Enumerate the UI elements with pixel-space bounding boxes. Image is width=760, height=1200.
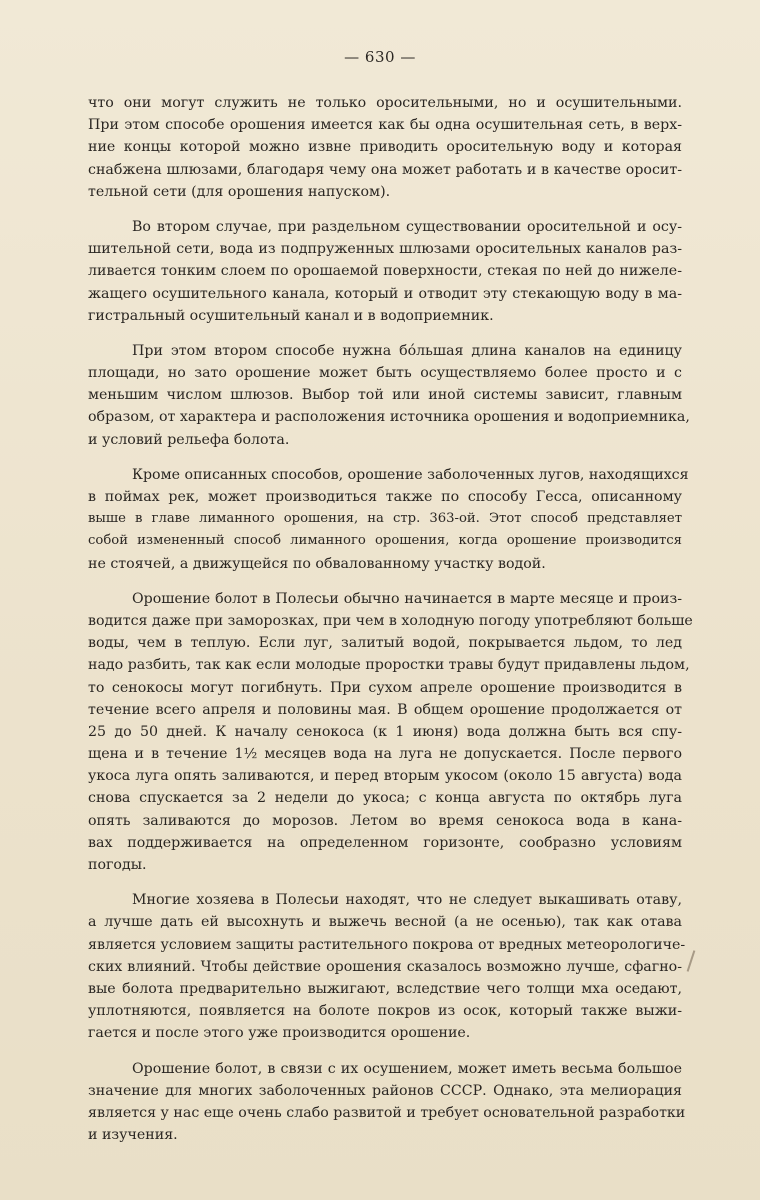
text-line: площади, но зато орошение может быть осуществляемо более просто и с: [88, 365, 682, 382]
paragraph: [88, 889, 686, 1044]
text-line: а лучше дать ей высохнуть и выжечь весной (а не осенью), так как отава: [88, 914, 682, 931]
text-line: гается и после этого уже производится орошение.: [88, 1025, 471, 1042]
text-line: погоды.: [88, 857, 147, 873]
body-text: [88, 92, 693, 1159]
paragraph: [88, 340, 690, 451]
text-line: меньшим числом шлюзов. Выбор той или иной системы зависит, главным: [88, 387, 682, 404]
text-line: не стоячей, а движущейся по обвалованному участку водой.: [88, 555, 546, 572]
text-line: водится даже при заморозках, при чем в холодную погоду употребляют больше: [88, 612, 693, 629]
text-line: щена и в течение 1½ месяцев вода на луга не допускается. После первого: [88, 746, 682, 763]
text-line: и условий рельефа болота.: [88, 431, 290, 448]
paragraph: [88, 588, 693, 876]
page-number: — 630 —: [344, 48, 416, 66]
text-line: воды, чем в теплую. Если луг, залитый водой, покрывается льдом, то лед: [88, 635, 682, 652]
text-line: ние концы которой можно извне приводить оросительную воду и которая: [88, 139, 682, 156]
pencil-mark: [687, 950, 696, 972]
text-line: Многие хозяева в Полесьи находят, что не следует выкашивать отаву,: [132, 892, 682, 909]
text-line: вые болота предварительно выжигают, вследствие чего толщи мха оседают,: [88, 980, 682, 997]
paragraph: [88, 464, 689, 575]
text-line: образом, от характера и расположения источника орошения и водоприемника,: [88, 409, 690, 426]
text-line: Во втором случае, при раздельном существовании оросительной и осу-: [132, 218, 682, 235]
text-line: Орошение болот в Полесьи обычно начинается в марте месяце и произ-: [132, 590, 682, 607]
text-line: Орошение болот, в связи с их осушением, может иметь весьма большое: [132, 1060, 682, 1077]
text-line: что они могут служить не только оросительными, но и осушительными.: [88, 95, 682, 111]
text-line: 25 до 50 дней. К началу сенокоса (к 1 июня) вода должна быть вся спу-: [88, 723, 682, 740]
text-line: снова спускается за 2 недели до укоса; с конца августа по октябрь луга: [88, 790, 682, 807]
text-line: значение для многих заболоченных районов СССР. Однако, эта мелиорация: [88, 1082, 682, 1099]
text-line: собой измененный способ лиманного орошения, когда орошение производится: [88, 533, 682, 549]
text-line: вах поддерживается на определенном горизонте, сообразно условиям: [88, 834, 682, 851]
text-line: и изучения.: [88, 1127, 178, 1144]
text-line: надо разбить, так как если молодые проростки травы будут придавлены льдом,: [88, 657, 690, 674]
text-line: уплотняются, появляется на болоте покров из осок, который также выжи-: [88, 1003, 682, 1020]
text-line: ских влияний. Чтобы действие орошения сказалось возможно лучше, сфагно-: [88, 958, 682, 975]
text-line: снабжена шлюзами, благодаря чему она может работать и в качестве оросит-: [88, 161, 682, 178]
text-line: опять заливаются до морозов. Летом во время сенокоса вода в кана-: [88, 812, 682, 829]
text-line: является условием защиты растительного покрова от вредных метеорологиче-: [88, 936, 686, 953]
text-line: течение всего апреля и половины мая. В общем орошение продолжается от: [88, 701, 682, 718]
text-line: то сенокосы могут погибнуть. При сухом апреле орошение производится в: [88, 679, 682, 696]
paragraph: [88, 216, 682, 327]
text-line: является у нас еще очень слабо развитой и требует основательной разработки: [88, 1104, 686, 1121]
text-line: выше в главе лиманного орошения, на стр. 363-ой. Этот способ представляет: [88, 511, 682, 527]
text-line: тельной сети (для орошения напуском).: [88, 183, 391, 200]
text-line: укоса луга опять заливаются, и перед вторым укосом (около 15 августа) вода: [88, 768, 682, 785]
text-line: гистральный осушительный канал и в водоприемник.: [88, 307, 494, 324]
text-line: шительной сети, вода из подпруженных шлюзами оросительных каналов раз-: [88, 241, 682, 258]
text-line: При этом способе орошения имеется как бы одна осушительная сеть, в верх-: [88, 117, 682, 134]
text-line: При этом втором способе нужна бóльшая длина каналов на единицу: [132, 342, 682, 359]
text-line: ливается тонким слоем по орошаемой поверхности, стекая по ней до нижеле-: [88, 263, 682, 280]
text-line: жащего осушительного канала, который и отводит эту стекающую воду в ма-: [88, 285, 682, 302]
text-line: Кроме описанных способов, орошение заболоченных лугов, находящихся: [132, 466, 689, 483]
paragraph: [88, 1058, 686, 1147]
paragraph: [88, 92, 682, 203]
text-line: в поймах рек, может производиться также по способу Гесса, описанному: [88, 489, 682, 505]
